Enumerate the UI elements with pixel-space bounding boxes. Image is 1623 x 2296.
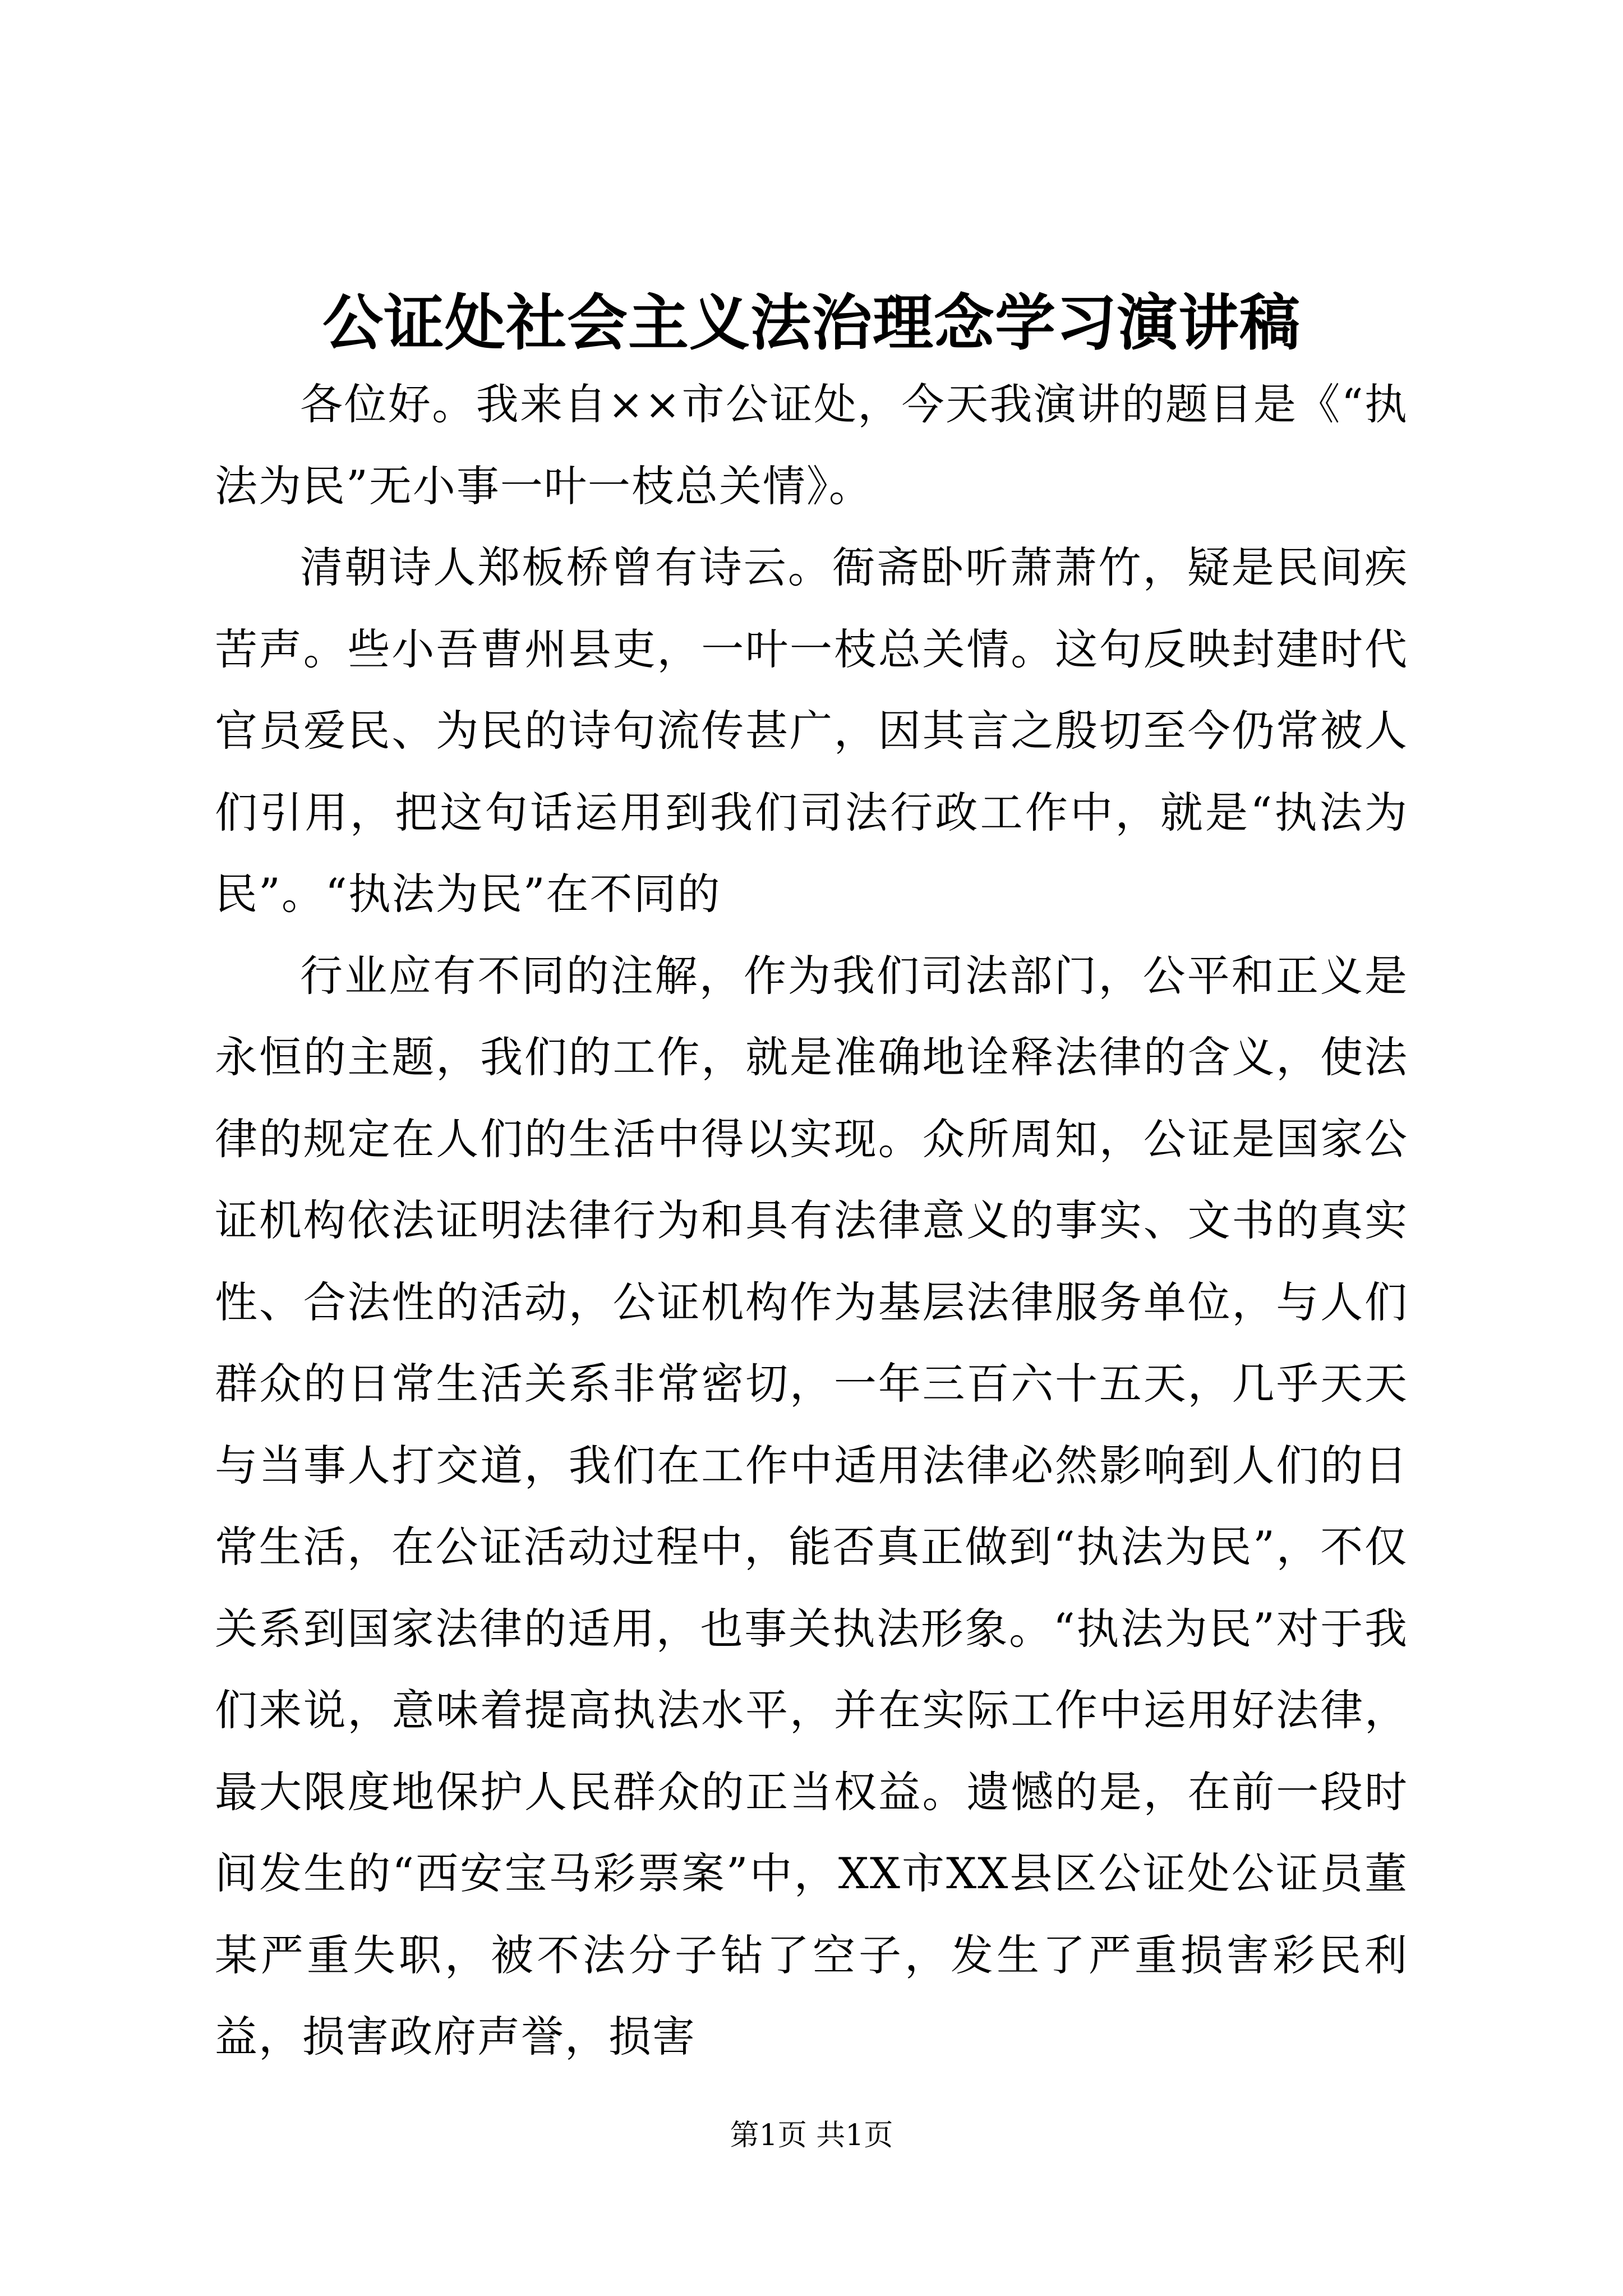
page-number-footer: 第1页 共1页 <box>730 2119 893 2152</box>
paragraph-poem: 清朝诗人郑板桥曾有诗云。衙斋卧听萧萧竹，疑是民间疾苦声。些小吾曹州县吏，一叶一枝总关情。这句反映封建时代官员爱民、为民的诗句流传甚广，因其言之殷切至今仍常被人们引用，把这句话运用到我们司法行政工作中，就是“执法为民”。“执法为民”在不同的 <box>215 542 1408 919</box>
document-title: 公证处社会主义法治理念学习演讲稿 <box>322 288 1301 358</box>
paragraph-notary-work: 行业应有不同的注解，作为我们司法部门，公平和正义是永恒的主题，我们的工作，就是准确地诠释法律的含义，使法律的规定在人们的生活中得以实现。众所周知，公证是国家公证机构依法证明法律行为和具有法律意义的事实、文书的真实性、合法性的活动，公证机构作为基层法律服务单位，与人们群众的日常生活关系非常密切，一年三百六十五天，几乎天天与当事人打交道，我们在工作中适用法律必然影响到人们的日常生活，在公证活动过程中，能否真正做到“执法为民”，不仅关系到国家法律的适用，也事关执法形象。“执法为民”对于我们来说，意味着提高执法水平，并在实际工作中运用好法律，最大限度地保护人民群众的正当权益。遗憾的是，在前一段时间发生的“西安宝马彩票案”中，XX市XX县区公证处公证员董某严重失职，被不法分子钻了空子，发生了严重损害彩民利益，损害政府声誉，损害 <box>215 950 1408 2062</box>
document-body <box>215 364 1408 2078</box>
paragraph-greeting: 各位好。我来自××市公证处，今天我演讲的题目是《“执法为民”无小事一叶一枝总关情》。 <box>215 379 1408 511</box>
